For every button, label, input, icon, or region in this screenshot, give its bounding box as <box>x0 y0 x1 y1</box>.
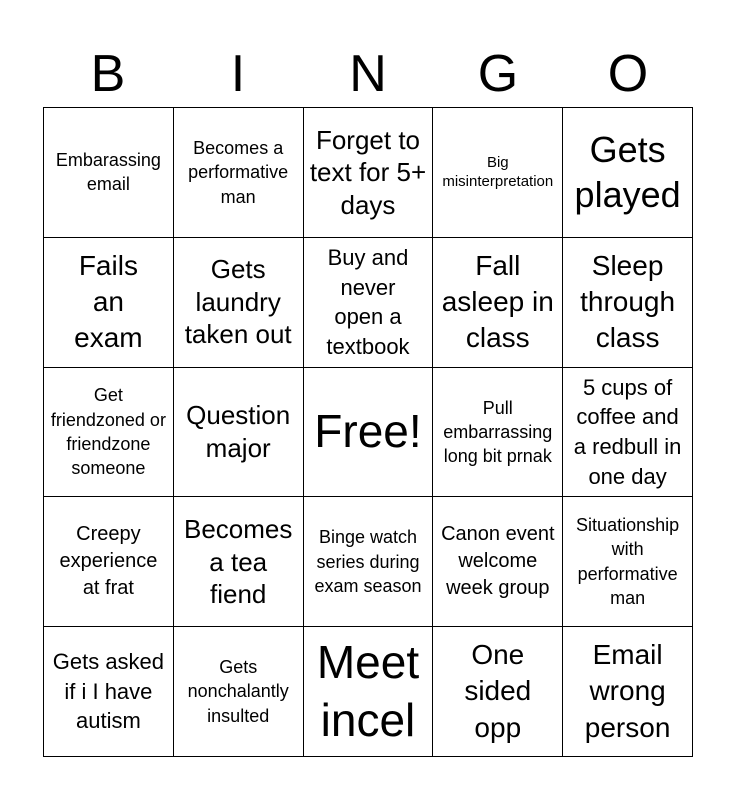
bingo-cell[interactable] <box>44 497 174 627</box>
bingo-cell[interactable] <box>563 368 693 498</box>
cell-text: Pull embarrassing long bit prnak <box>443 397 553 467</box>
bingo-cell[interactable] <box>304 238 434 368</box>
cell-text: Creepy experience at frat <box>59 523 158 600</box>
bingo-cell[interactable] <box>433 238 563 368</box>
header-letter-g: G <box>477 45 519 103</box>
cell-text: Big misinterpretation <box>442 153 554 191</box>
bingo-cell[interactable] <box>174 368 304 498</box>
bingo-cell[interactable] <box>433 368 563 498</box>
cell-text: Canon event welcome week group <box>441 523 555 600</box>
bingo-cell[interactable] <box>174 497 304 627</box>
cell-text: Email wrong person <box>584 639 671 743</box>
cell-text: Gets played <box>574 129 681 216</box>
cell-text: Sleep through class <box>580 249 676 354</box>
bingo-cell[interactable] <box>304 627 434 757</box>
bingo-cell[interactable] <box>433 108 563 238</box>
cell-text: Buy and never open a textbook <box>326 244 410 359</box>
bingo-cell[interactable] <box>174 627 304 757</box>
cell-text: 5 cups of coffee and a redbull in one day <box>573 374 682 489</box>
bingo-cell[interactable] <box>44 627 174 757</box>
bingo-cell[interactable] <box>563 627 693 757</box>
bingo-header <box>43 40 693 108</box>
cell-text: Question major <box>186 400 291 463</box>
cell-text: Gets laundry taken out <box>184 254 292 350</box>
cell-text: Situationship with performative man <box>576 515 680 609</box>
bingo-cell[interactable] <box>44 108 174 238</box>
header-letter-n: N <box>349 45 387 103</box>
cell-text: Fall asleep in class <box>441 249 554 354</box>
bingo-grid <box>43 107 693 757</box>
cell-text: Becomes a tea fiend <box>184 514 293 610</box>
cell-text: Forget to text for 5+ days <box>309 124 427 220</box>
cell-text: Binge watch series during exam season <box>314 527 422 596</box>
cell-text: Embarassing email <box>55 150 161 195</box>
cell-text: One sided opp <box>464 639 532 743</box>
cell-text: Free! <box>314 405 422 458</box>
bingo-cell[interactable] <box>304 108 434 238</box>
cell-text: Becomes a performative man <box>188 137 289 207</box>
bingo-cell[interactable] <box>433 497 563 627</box>
cell-text: Gets nonchalantly insulted <box>187 657 289 726</box>
bingo-cell[interactable] <box>44 238 174 368</box>
cell-text: Get friendzoned or friendzone someone <box>50 385 166 479</box>
bingo-cell[interactable] <box>44 368 174 498</box>
bingo-cell[interactable] <box>563 497 693 627</box>
cell-text: Fails an exam <box>74 249 143 354</box>
cell-text: Meet incel <box>316 636 420 746</box>
header-letter-b: B <box>90 45 126 103</box>
free-space[interactable] <box>304 368 434 498</box>
cell-text: Gets asked if i I have autism <box>52 649 165 734</box>
bingo-cell[interactable] <box>174 108 304 238</box>
header-letter-o: O <box>607 45 649 103</box>
header-letter-i: I <box>230 45 246 103</box>
bingo-cell[interactable] <box>304 497 434 627</box>
bingo-cell[interactable] <box>563 108 693 238</box>
bingo-cell[interactable] <box>433 627 563 757</box>
bingo-cell[interactable] <box>563 238 693 368</box>
bingo-cell[interactable] <box>174 238 304 368</box>
